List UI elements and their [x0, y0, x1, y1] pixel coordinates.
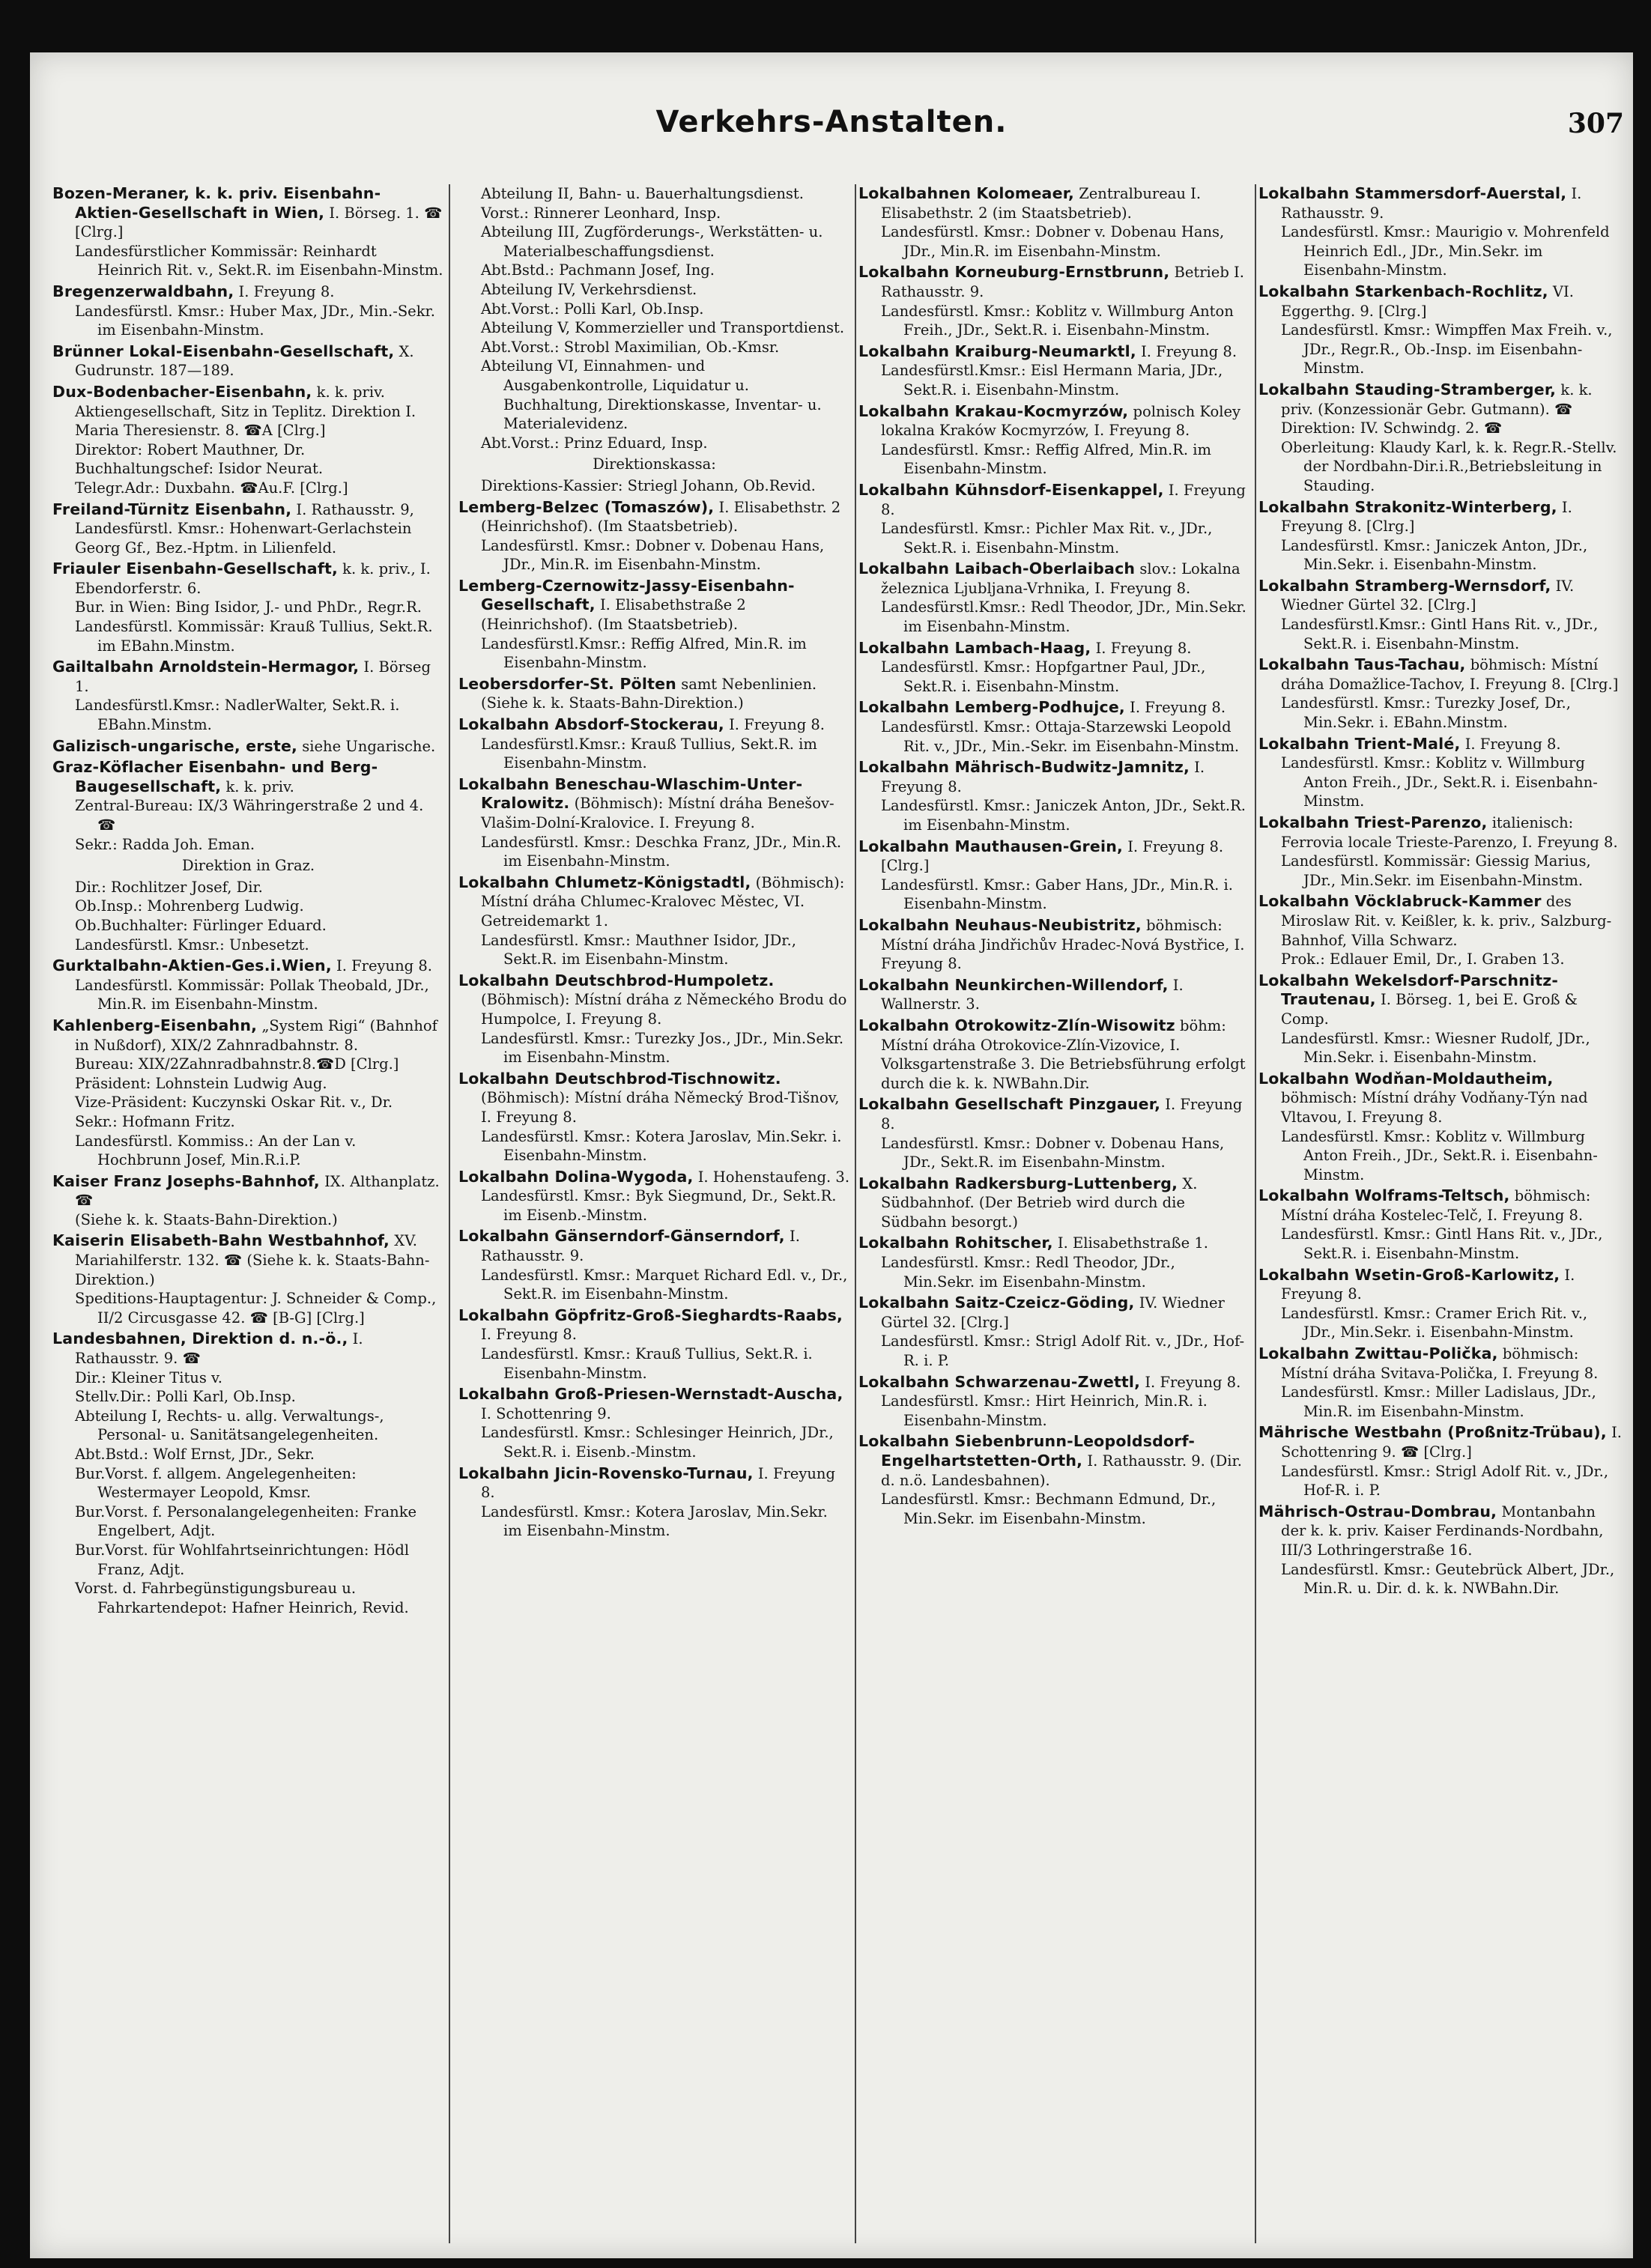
directory-entry: [858, 342, 1250, 400]
entry-address: I. Börseg. 1. ☎ [Clrg.]: [75, 204, 443, 241]
directory-entry: [1258, 655, 1622, 732]
directory-entry: [1258, 971, 1622, 1067]
entry-address: (Böhmisch): Místní dráha z Německého Brodu do Humpolce, I. Freyung 8.: [481, 991, 847, 1028]
entry-line: Landesfürstl.Kmsr.: Reffig Alfred, Min.R. im Eisenbahn-Minstm.: [481, 634, 807, 672]
entry-address: IV. Wiedner Gürtel 32. [Clrg.]: [881, 1294, 1225, 1331]
entry-heading: Lokalbahn Wekelsdorf-Parschnitz-Trautenau,: [1258, 971, 1559, 1009]
entry-heading: Lokalbahn Wodňan-Moldautheim,: [1258, 1069, 1554, 1088]
entry-line: Landesfürstl. Kmsr.: Schlesinger Heinrich, JDr., Sekt.R. i. Eisenb.-Minstm.: [481, 1424, 834, 1461]
directory-entry: [858, 481, 1250, 557]
entry-heading: Lokalbahn Mauthausen-Grein,: [858, 837, 1123, 855]
entry-heading: Graz-Köflacher Eisenbahn- und Berg-Baugesellschaft,: [52, 758, 378, 795]
entry-address: siehe Ungarische.: [302, 737, 436, 755]
entry-address: (Böhmisch): Místní dráha Benešov-Vlašim-Dolní-Kralovice. I. Freyung 8.: [481, 795, 834, 831]
entry-heading: Lokalbahn Krakau-Kocmyrzów,: [858, 401, 1129, 420]
entry-line: Prok.: Edlauer Emil, Dr., I. Graben 13.: [1281, 950, 1565, 968]
entry-heading: Brünner Lokal-Eisenbahn-Gesellschaft,: [52, 342, 395, 360]
directory-entry: [52, 282, 444, 340]
entry-line: Landesfürstl. Kmsr.: Koblitz v. Willmburg Anton Freih., JDr., Sekt.R. i. Eisenbahn-Minstm.: [881, 302, 1234, 339]
directory-entry: [458, 1464, 850, 1541]
entry-line: Oberleitung: Klaudy Karl, k. k. Regr.R.-Stellv. der Nordbahn-Dir.i.R.,Betriebsleitung in Stauding.: [1281, 438, 1617, 494]
directory-entry: [858, 976, 1250, 1014]
directory-entry: [1258, 1266, 1622, 1342]
directory-entry: [1258, 577, 1622, 653]
entry-line: Bur.Vorst. f. allgem. Angelegenheiten: Westermayer Leopold, Kmsr.: [75, 1464, 357, 1502]
directory-entry: [52, 658, 444, 734]
entry-address: I. Freyung 8.: [481, 1464, 835, 1502]
entry-line: Landesfürstl. Kmsr.: Reffig Alfred, Min.R. im Eisenbahn-Minstm.: [881, 440, 1211, 478]
entry-line: Bur.Vorst. für Wohlfahrtseinrichtungen: Hödl Franz, Adjt.: [75, 1541, 410, 1578]
directory-entry: [1258, 1070, 1622, 1185]
entry-heading: Lokalbahn Gesellschaft Pinzgauer,: [858, 1095, 1161, 1114]
entry-line: Abt.Vorst.: Strobl Maximilian, Ob.-Kmsr.: [481, 338, 780, 356]
entry-heading: Lokalbahn Laibach-Oberlaibach: [858, 560, 1136, 578]
directory-entry: [52, 342, 444, 380]
entry-line: Landesfürstl.Kmsr.: Eisl Hermann Maria, JDr., Sekt.R. i. Eisenbahn-Minstm.: [881, 362, 1223, 398]
entry-heading: Lokalbahn Dolina-Wygoda,: [458, 1167, 694, 1186]
entry-heading: Lokalbahn Neunkirchen-Willendorf,: [858, 975, 1169, 994]
entry-line: Landesfürstl. Kmsr.: Strigl Adolf Rit. v., JDr., Hof-R. i. P.: [1281, 1462, 1609, 1500]
entry-line: Zentral-Bureau: IX/3 Währingerstraße 2 und 4. ☎: [75, 797, 424, 834]
entry-line: Abt.Vorst.: Prinz Eduard, Insp.: [481, 434, 708, 452]
entry-line: Dir.: Rochlitzer Josef, Dir.: [75, 878, 263, 896]
directory-entry: [52, 758, 444, 854]
entry-address: I. Freyung 8.: [1095, 639, 1192, 657]
directory-entry: [1258, 184, 1622, 280]
directory-entry: [458, 971, 850, 1067]
directory-entry: [1258, 1503, 1622, 1598]
directory-entry: [52, 737, 444, 756]
column-1: [52, 184, 450, 2243]
directory-entry: [858, 1234, 1250, 1291]
entry-line: Abt.Vorst.: Polli Karl, Ob.Insp.: [481, 300, 704, 318]
directory-entry: [858, 639, 1250, 697]
directory-entry: [858, 263, 1250, 339]
entry-heading: Lokalbahn Deutschbrod-Humpoletz.: [458, 971, 775, 989]
directory-entry: [858, 560, 1250, 636]
directory-entry: [52, 184, 444, 280]
directory-entry: [1258, 813, 1622, 890]
entry-line: Landesfürstl. Kmsr.: Mauthner Isidor, JDr., Sekt.R. im Eisenbahn-Minstm.: [481, 931, 796, 968]
entry-heading: Lokalbahnen Kolomeaer,: [858, 184, 1074, 202]
entry-line: Präsident: Lohnstein Ludwig Aug.: [75, 1074, 327, 1092]
entry-address: k. k. priv. (Konzessionär Gebr. Gutmann). ☎: [1281, 380, 1593, 418]
directory-entry: [458, 675, 850, 713]
column-4: [1258, 184, 1622, 2243]
entry-line: Abteilung V, Kommerzieller und Transportdienst.: [481, 319, 845, 337]
directory-entry: [858, 698, 1250, 756]
entry-address: k. k. priv. Aktiengesellschaft, Sitz in Teplitz. Direktion I. Maria Theresienstr. 8. ☎A [Clrg.]: [75, 383, 416, 440]
directory-entry: [52, 956, 444, 1014]
entry-address: I. Börseg 1.: [75, 658, 431, 695]
directory-entry: [858, 1174, 1250, 1232]
directory-entry: [458, 775, 850, 871]
directory-entry: [458, 1306, 850, 1383]
entry-address: böhmisch: Místní dráha Domažlice-Tachov, I. Freyung 8. [Clrg.]: [1281, 656, 1619, 693]
entry-line: Landesfürstl. Kmsr.: Bechmann Edmund, Dr., Min.Sekr. im Eisenbahn-Minstm.: [881, 1491, 1217, 1527]
entry-address: I. Freyung 8. [Clrg.]: [1281, 498, 1572, 536]
entry-address: (Böhmisch): Místní dráha Německý Brod-Tišnov, I. Freyung 8.: [481, 1089, 840, 1126]
entry-line: Landesfürstl.Kmsr.: Krauß Tullius, Sekt.R. im Eisenbahn-Minstm.: [481, 735, 817, 772]
entry-address: I. Freyung 8.: [1281, 1266, 1575, 1303]
entry-heading: Lokalbahn Otrokowitz-Zlín-Wisowitz: [858, 1016, 1175, 1034]
entry-heading: Galizisch-ungarische, erste,: [52, 736, 298, 755]
entry-address: I. Schottenring 9.: [481, 1404, 611, 1422]
entry-line: Stellv.Dir.: Polli Karl, Ob.Insp.: [75, 1388, 296, 1406]
entry-address: Montanbahn der k. k. priv. Kaiser Ferdinands-Nordbahn, III/3 Lothringerstraße 16.: [1281, 1503, 1604, 1559]
directory-entry: [458, 715, 850, 773]
entry-address: I. Freyung 8.: [1141, 342, 1238, 360]
entry-line: Landesfürstl. Kmsr.: Deschka Franz, JDr., Min.R. im Eisenbahn-Minstm.: [481, 833, 842, 870]
entry-address: I. Hohenstaufeng. 3.: [697, 1168, 850, 1186]
directory-entry: [52, 878, 444, 954]
entry-line: Direktions-Kassier: Striegl Johann, Ob.Revid.: [481, 476, 816, 494]
entry-line: Vorst. d. Fahrbegünstigungsbureau u. Fahrkartendepot: Hafner Heinrich, Revid.: [75, 1580, 409, 1616]
directory-entry: [458, 577, 850, 673]
directory-entry: [858, 916, 1250, 974]
entry-heading: Lokalbahn Stauding-Stramberger,: [1258, 380, 1557, 398]
entry-heading: Kaiserin Elisabeth-Bahn Westbahnhof,: [52, 1231, 390, 1250]
entry-heading: Lokalbahn Wsetin-Groß-Karlowitz,: [1258, 1265, 1560, 1284]
entry-heading: Lemberg-Czernowitz-Jassy-Eisenbahn-Gesellschaft,: [458, 576, 795, 614]
entry-address: I. Börseg. 1, bei E. Groß & Comp.: [1281, 991, 1578, 1028]
entry-heading: Lemberg-Belzec (Tomaszów),: [458, 497, 715, 516]
entry-heading: Freiland-Türnitz Eisenbahn,: [52, 500, 292, 518]
entry-address: I. Freyung 8.: [336, 957, 432, 975]
entry-heading: Bregenzerwaldbahn,: [52, 282, 234, 300]
entry-address: k. k. priv., I. Ebendorferstr. 6.: [75, 560, 431, 597]
entry-line: Landesfürstl.Kmsr.: Gintl Hans Rit. v., JDr., Sekt.R. i. Eisenbahn-Minstm.: [1281, 616, 1599, 652]
entry-heading: Lokalbahn Absdorf-Stockerau,: [458, 715, 724, 734]
directory-entry: [458, 1070, 850, 1165]
entry-line: Ob.Insp.: Mohrenberg Ludwig.: [75, 897, 304, 915]
entry-line: Landesfürstl. Kmsr.: Krauß Tullius, Sekt.R. i. Eisenbahn-Minstm.: [481, 1345, 813, 1382]
entry-heading: Landesbahnen, Direktion d. n.-ö.,: [52, 1329, 348, 1348]
page-number: 307: [1567, 108, 1624, 139]
column-3: [858, 184, 1256, 2243]
directory-entry: [1258, 1186, 1622, 1263]
entry-heading: Gurktalbahn-Aktien-Ges.i.Wien,: [52, 956, 332, 975]
entry-line: Landesfürstl. Kmsr.: Koblitz v. Willmburg Anton Freih., JDr., Sekt.R. i. Eisenbahn-Minstm.: [1281, 754, 1598, 810]
entry-line: Landesfürstl. Kmsr.: Maurigio v. Mohrenfeld Heinrich Edl., JDr., Min.Sekr. im Eisenbahn-Minstm.: [1281, 223, 1610, 279]
entry-line: Landesfürstl. Kmsr.: Wimpffen Max Freih. v., JDr., Regr.R., Ob.-Insp. im Eisenbahn-Minstm.: [1281, 321, 1613, 378]
entry-line: Landesfürstl. Kmsr.: Cramer Erich Rit. v., JDr., Min.Sekr. i. Eisenbahn-Minstm.: [1281, 1304, 1588, 1341]
entry-address: I. Freyung 8.: [881, 1096, 1243, 1133]
entry-heading: Mährische Westbahn (Proßnitz-Trübau),: [1258, 1423, 1607, 1442]
entry-heading: Lokalbahn Stramberg-Wernsdorf,: [1258, 576, 1551, 595]
entry-line: Landesfürstl. Kmsr.: Wiesner Rudolf, JDr., Min.Sekr. i. Eisenbahn-Minstm.: [1281, 1029, 1590, 1067]
entry-heading: Mährisch-Ostrau-Dombrau,: [1258, 1502, 1497, 1520]
directory-entry: [52, 1172, 444, 1230]
directory-entry: [458, 498, 850, 574]
entry-line: Sekr.: Hofmann Fritz.: [75, 1112, 235, 1130]
entry-heading: Lokalbahn Mährisch-Budwitz-Jamnitz,: [858, 758, 1190, 777]
entry-address: I. Freyung 8.: [481, 1326, 577, 1344]
entry-heading: Lokalbahn Wolframs-Teltsch,: [1258, 1186, 1510, 1205]
entry-address: böhm: Místní dráha Otrokovice-Zlín-Vizovice, I. Volksgartenstraße 3. Die Betriebsführung erfolgt durch die k. k. NWBahn.Dir.: [881, 1016, 1246, 1092]
entry-line: Bureau: XIX/2Zahnradbahnstr.8.☎D [Clrg.]: [75, 1055, 399, 1073]
entry-heading: Lokalbahn Groß-Priesen-Wernstadt-Auscha,: [458, 1385, 843, 1404]
entry-line: Vize-Präsident: Kuczynski Oskar Rit. v., Dr.: [75, 1094, 393, 1112]
entry-address: I. Freyung 8.: [729, 716, 825, 734]
directory-entry: [458, 1227, 850, 1303]
entry-line: Landesfürstl. Kmsr.: Dobner v. Dobenau Hans, JDr., Min.R. im Eisenbahn-Minstm.: [481, 536, 825, 574]
entry-heading: Lokalbahn Deutschbrod-Tischnowitz.: [458, 1069, 781, 1088]
entry-address: polnisch Koley lokalna Kraków Kocmyrzów, I. Freyung 8.: [881, 402, 1241, 440]
directory-entry: [458, 184, 850, 452]
entry-line: Abteilung I, Rechts- u. allg. Verwaltungs-, Personal- u. Sanitätsangelegenheiten.: [75, 1407, 384, 1444]
entry-line: Landesfürstl.Kmsr.: NadlerWalter, Sekt.R. i. EBahn.Minstm.: [75, 697, 400, 734]
entry-address: samt Nebenlinien. (Siehe k. k. Staats-Bahn-Direktion.): [481, 675, 817, 712]
entry-line: Landesfürstl. Kmsr.: Gaber Hans, JDr., Min.R. i. Eisenbahn-Minstm.: [881, 876, 1233, 913]
entry-line: Landesfürstl. Kmsr.: Marquet Richard Edl. v., Dr., Sekt.R. im Eisenbahn-Minstm.: [481, 1266, 848, 1303]
directory-entry: [458, 1385, 850, 1461]
entry-heading: Lokalbahn Zwittau-Polička,: [1258, 1344, 1498, 1363]
entry-heading: Lokalbahn Schwarzenau-Zwettl,: [858, 1372, 1141, 1391]
page-header: Verkehrs-Anstalten.: [655, 105, 1008, 139]
directory-entry: [858, 1294, 1250, 1370]
entry-heading: Lokalbahn Siebenbrunn-Leopoldsdorf-Engelhartstetten-Orth,: [858, 1432, 1196, 1470]
entry-address: „System Rigi“ (Bahnhof in Nußdorf), XIX/2 Zahnradbahnstr. 8.: [75, 1016, 437, 1054]
entry-heading: Lokalbahn Korneuburg-Ernstbrunn,: [858, 263, 1170, 282]
directory-entry: [858, 758, 1250, 834]
entry-line: Landesfürstl. Kmsr.: Unbesetzt.: [75, 936, 309, 953]
directory-entry: [52, 1016, 444, 1170]
directory-entry: [858, 1373, 1250, 1431]
entry-line: Abteilung IV, Verkehrsdienst.: [481, 280, 697, 298]
entry-line: Landesfürstl. Kmsr.: Ottaja-Starzewski Leopold Rit. v., JDr., Min.-Sekr. im Eisenbahn-Minstm.: [881, 718, 1240, 755]
entry-address: böhmisch: Místní dráha Kostelec-Telč, I. Freyung 8.: [1281, 1187, 1591, 1224]
entry-line: Abteilung II, Bahn- u. Bauerhaltungsdienst.: [481, 185, 804, 202]
entry-heading: Gailtalbahn Arnoldstein-Hermagor,: [52, 658, 360, 676]
entry-address: I. Rathausstr. 9, Landesfürstl. Kmsr.: Hohenwart-Gerlachstein Georg Gf., Bez.-Hptm. in Lilienfeld.: [75, 500, 414, 557]
entry-heading: Kahlenberg-Eisenbahn,: [52, 1016, 258, 1034]
entry-line: Landesfürstl. Kmsr.: Byk Siegmund, Dr., Sekt.R. im Eisenb.-Minstm.: [481, 1187, 837, 1224]
directory-entry: [858, 837, 1250, 914]
entry-heading: Lokalbahn Triest-Parenzo,: [1258, 813, 1488, 831]
entry-address: IV. Wiedner Gürtel 32. [Clrg.]: [1281, 577, 1575, 614]
entry-address: I. Elisabethstraße 2 (Heinrichshof). (Im Staatsbetrieb).: [481, 596, 746, 634]
entry-heading: Lokalbahn Taus-Tachau,: [1258, 655, 1466, 674]
entry-heading: Lokalbahn Radkersburg-Luttenberg,: [858, 1174, 1178, 1192]
entry-line: Dir.: Kleiner Titus v.: [75, 1368, 222, 1386]
entry-line: Direktor: Robert Mauthner, Dr.: [75, 440, 306, 458]
entry-heading: Friauler Eisenbahn-Gesellschaft,: [52, 560, 338, 578]
section-heading: Direktion in Graz.: [181, 857, 315, 875]
entry-line: Landesfürstl. Kmsr.: Hopfgartner Paul, JDr., Sekt.R. i. Eisenbahn-Minstm.: [881, 658, 1206, 695]
entry-line: (Siehe k. k. Staats-Bahn-Direktion.): [75, 1210, 338, 1228]
entry-line: Direktion: IV. Schwindg. 2. ☎: [1281, 419, 1503, 437]
entry-heading: Lokalbahn Trient-Malé,: [1258, 734, 1461, 753]
directory-entry: [52, 560, 444, 655]
entry-address: Betrieb I. Rathausstr. 9.: [881, 264, 1244, 300]
directory-entry: [458, 1168, 850, 1225]
directory-entry: [1258, 892, 1622, 968]
entry-line: Bur.Vorst. f. Personalangelegenheiten: Franke Engelbert, Adjt.: [75, 1503, 417, 1540]
directory-entry: [1258, 380, 1622, 496]
entry-heading: Lokalbahn Lambach-Haag,: [858, 638, 1091, 657]
entry-line: Abteilung III, Zugförderungs-, Werkstätten- u. Materialbeschaffungsdienst.: [481, 223, 823, 260]
entry-address: k. k. priv.: [225, 777, 294, 795]
entry-address: I. Freyung 8.: [1130, 699, 1226, 717]
entry-line: Landesfürstl. Kmsr.: Dobner v. Dobenau Hans, JDr., Sekt.R. im Eisenbahn-Minstm.: [881, 1134, 1225, 1171]
entry-address: italienisch: Ferrovia locale Trieste-Parenzo, I. Freyung 8.: [1281, 814, 1618, 851]
entry-heading: Lokalbahn Stammersdorf-Auerstal,: [1258, 184, 1567, 202]
entry-heading: Lokalbahn Starkenbach-Rochlitz,: [1258, 282, 1548, 300]
entry-heading: Leobersdorfer-St. Pölten: [458, 674, 676, 693]
entry-address: böhmisch: Místní dráha Jindřichův Hradec-Nová Bystřice, I. Freyung 8.: [881, 916, 1245, 973]
entry-line: Landesfürstl. Kmsr.: Pichler Max Rit. v., JDr., Sekt.R. i. Eisenbahn-Minstm.: [881, 520, 1213, 557]
entry-address: I. Freyung 8.: [881, 759, 1205, 795]
entry-heading: Lokalbahn Saitz-Czeicz-Göding,: [858, 1294, 1135, 1312]
entry-heading: Lokalbahn Beneschau-Wlaschim-Unter-Kralowitz.: [458, 774, 803, 813]
entry-line: Landesfürstl. Kmsr.: Miller Ladislaus, JDr., Min.R. im Eisenbahn-Minstm.: [1281, 1383, 1596, 1420]
entry-address: I. Freyung 8.: [1464, 735, 1561, 753]
entry-heading: Lokalbahn Kühnsdorf-Eisenkappel,: [858, 480, 1164, 499]
entry-heading: Dux-Bodenbacher-Eisenbahn,: [52, 382, 312, 401]
entry-line: Abteilung VI, Einnahmen- und Ausgabenkontrolle, Liquidatur u. Buchhaltung, Direktionskasse, Inventar- u. Materialevidenz.: [481, 357, 822, 433]
column-2: [458, 184, 856, 2243]
entry-line: Abt.Bstd.: Wolf Ernst, JDr., Sekr.: [75, 1446, 315, 1463]
entry-address: VI. Eggerthg. 9. [Clrg.]: [1281, 282, 1574, 320]
directory-entry: [858, 1016, 1250, 1093]
entry-line: Landesfürstl.Kmsr.: Redl Theodor, JDr., Min.Sekr. im Eisenbahn-Minstm.: [881, 598, 1246, 636]
directory-entry: [52, 500, 444, 558]
directory-entry: [1258, 735, 1622, 811]
entry-line: Landesfürstl. Kmsr.: Huber Max, JDr., Min.-Sekr. im Eisenbahn-Minstm.: [75, 302, 435, 339]
entry-line: Landesfürstl. Kmsr.: Dobner v. Dobenau Hans, JDr., Min.R. im Eisenbahn-Minstm.: [881, 223, 1225, 260]
entry-address: X. Gudrunstr. 187—189.: [75, 342, 414, 380]
entry-line: Landesfürstl. Kmsr.: Janiczek Anton, JDr., Sekt.R. im Eisenbahn-Minstm.: [881, 797, 1246, 834]
entry-line: Landesfürstl. Kmsr.: Koblitz v. Willmburg Anton Freih., JDr., Sekt.R. i. Eisenbahn-Minstm.: [1281, 1127, 1598, 1183]
entry-line: Bur. in Wien: Bing Isidor, J.- und PhDr., Regr.R.: [75, 598, 422, 616]
entry-heading: Lokalbahn Kraiburg-Neumarktl,: [858, 342, 1136, 360]
directory-entry: [52, 1329, 444, 1617]
entry-address: XV. Mariahilferstr. 132. ☎ (Siehe k. k. Staats-Bahn-Direktion.): [75, 1232, 430, 1288]
entry-address: I. Elisabethstr. 2 (Heinrichshof). (Im Staatsbetrieb).: [481, 498, 841, 536]
entry-address: I. Freyung 8.: [881, 481, 1246, 518]
entry-address: (Böhmisch): Místní dráha Chlumec-Kralovec Městec, VI. Getreidemarkt 1.: [481, 873, 845, 930]
entry-line: Landesfürstl. Kmsr.: Turezky Jos., JDr., Min.Sekr. im Eisenbahn-Minstm.: [481, 1029, 844, 1067]
entry-line: Landesfürstl. Kommiss.: An der Lan v. Hochbrunn Josef, Min.R.i.P.: [75, 1132, 357, 1169]
entry-heading: Lokalbahn Strakonitz-Winterberg,: [1258, 497, 1557, 516]
entry-line: Speditions-Hauptagentur: J. Schneider & Comp., II/2 Circusgasse 42. ☎ [B-G] [Clrg.]: [75, 1290, 437, 1326]
entry-address: I. Freyung 8.: [238, 282, 335, 300]
entry-address: I. Wallnerstr. 3.: [881, 976, 1184, 1013]
entry-address: I. Rathausstr. 9.: [1281, 185, 1582, 222]
entry-heading: Bozen-Meraner, k. k. priv. Eisenbahn-Aktien-Gesellschaft in Wien,: [52, 184, 381, 222]
directory-entry: [1258, 1344, 1622, 1421]
entry-line: Landesfürstl. Kmsr.: Janiczek Anton, JDr., Min.Sekr. i. Eisenbahn-Minstm.: [1281, 536, 1588, 574]
entry-heading: Lokalbahn Neuhaus-Neubistritz,: [858, 915, 1142, 934]
entry-line: Vorst.: Rinnerer Leonhard, Insp.: [481, 204, 721, 222]
directory-entry: [52, 383, 444, 498]
entry-address: X. Südbahnhof. (Der Betrieb wird durch die Südbahn besorgt.): [881, 1174, 1198, 1231]
entry-heading: Lokalbahn Gänserndorf-Gänserndorf,: [458, 1227, 785, 1246]
section-heading: Direktionskassa:: [593, 455, 716, 473]
directory-entry: [858, 1095, 1250, 1171]
directory-entry: [458, 873, 850, 969]
entry-line: Buchhaltungschef: Isidor Neurat.: [75, 460, 324, 478]
entry-address: IX. Althanplatz. ☎: [75, 1172, 440, 1210]
entry-line: Landesfürstlicher Kommissär: Reinhardt Heinrich Rit. v., Sekt.R. im Eisenbahn-Minstm.: [75, 242, 443, 279]
entry-address: I. Rathausstr. 9. ☎: [75, 1330, 363, 1368]
entry-line: Landesfürstl. Kmsr.: Strigl Adolf Rit. v., JDr., Hof-R. i. P.: [881, 1332, 1245, 1370]
entry-address: des Miroslaw Rit. v. Keißler, k. k. priv., Salzburg-Bahnhof, Villa Schwarz.: [1281, 893, 1612, 949]
document-page: [30, 52, 1633, 2258]
entry-line: Landesfürstl. Kommissär: Krauß Tullius, Sekt.R. im EBahn.Minstm.: [75, 618, 433, 655]
entry-heading: Lokalbahn Lemberg-Podhujce,: [858, 698, 1125, 717]
entry-heading: Lokalbahn Chlumetz-Königstadtl,: [458, 873, 751, 891]
directory-entry: [858, 1432, 1250, 1528]
entry-line: Telegr.Adr.: Duxbahn. ☎Au.F. [Clrg.]: [75, 479, 348, 497]
entry-address: I. Schottenring 9. ☎ [Clrg.]: [1281, 1424, 1622, 1461]
entry-line: Landesfürstl. Kmsr.: Gintl Hans Rit. v., JDr., Sekt.R. i. Eisenbahn-Minstm.: [1281, 1225, 1603, 1263]
entry-address: I. Rathausstr. 9. (Dir. d. n.ö. Landesbahnen).: [881, 1452, 1242, 1489]
entry-address: I. Freyung 8. [Clrg.]: [881, 837, 1224, 875]
entry-address: Zentralbureau I. Elisabethstr. 2 (im Staatsbetrieb).: [881, 185, 1202, 222]
entry-line: Landesfürstl. Kmsr.: Geutebrück Albert, JDr., Min.R. u. Dir. d. k. k. NWBahn.Dir.: [1281, 1560, 1615, 1598]
entry-line: Landesfürstl. Kommissär: Giessig Marius, JDr., Min.Sekr. im Eisenbahn-Minstm.: [1281, 852, 1591, 889]
entry-line: Landesfürstl. Kmsr.: Kotera Jaroslav, Min.Sekr. i. Eisenbahn-Minstm.: [481, 1127, 842, 1165]
entry-address: I. Freyung 8.: [1145, 1373, 1241, 1391]
entry-line: Landesfürstl. Kmsr.: Turezky Josef, Dr., Min.Sekr. i. EBahn.Minstm.: [1281, 694, 1571, 732]
entry-line: Landesfürstl. Kmsr.: Kotera Jaroslav, Min.Sekr. im Eisenbahn-Minstm.: [481, 1503, 828, 1540]
entry-heading: Lokalbahn Rohitscher,: [858, 1234, 1053, 1252]
entry-line: Ob.Buchhalter: Fürlinger Eduard.: [75, 916, 327, 934]
entry-heading: Lokalbahn Göpfritz-Groß-Sieghardts-Raabs,: [458, 1306, 843, 1324]
directory-entry: [1258, 1423, 1622, 1500]
directory-entry: [1258, 282, 1622, 378]
directory-entry: [858, 402, 1250, 479]
entry-line: Sekr.: Radda Joh. Eman.: [75, 835, 255, 853]
entry-heading: Lokalbahn Vöcklabruck-Kammer: [1258, 892, 1542, 911]
directory-entry: [858, 184, 1250, 261]
entry-line: Abt.Bstd.: Pachmann Josef, Ing.: [481, 261, 715, 279]
entry-line: Landesfürstl. Kommissär: Pollak Theobald, JDr., Min.R. im Eisenbahn-Minstm.: [75, 976, 429, 1013]
entry-line: Landesfürstl. Kmsr.: Redl Theodor, JDr., Min.Sekr. im Eisenbahn-Minstm.: [881, 1254, 1175, 1291]
entry-line: Landesfürstl. Kmsr.: Hirt Heinrich, Min.R. i. Eisenbahn-Minstm.: [881, 1392, 1208, 1429]
entry-address: I. Elisabethstraße 1.: [1057, 1234, 1208, 1252]
directory-entry: [458, 476, 850, 496]
entry-heading: Lokalbahn Jicin-Rovensko-Turnau,: [458, 1464, 754, 1482]
entry-address: böhmisch: Místní dráha Svitava-Polička, I. Freyung 8.: [1281, 1345, 1599, 1382]
entry-heading: Kaiser Franz Josephs-Bahnhof,: [52, 1171, 320, 1190]
directory-entry: [52, 1231, 444, 1327]
directory-entry: [1258, 498, 1622, 574]
entry-address: böhmisch: Místní dráhy Vodňany-Týn nad Vltavou, I. Freyung 8.: [1281, 1089, 1588, 1126]
entry-address: I. Rathausstr. 9.: [481, 1228, 800, 1265]
entry-address: slov.: Lokalna železnica Ljubljana-Vrhnika, I. Freyung 8.: [881, 560, 1240, 597]
